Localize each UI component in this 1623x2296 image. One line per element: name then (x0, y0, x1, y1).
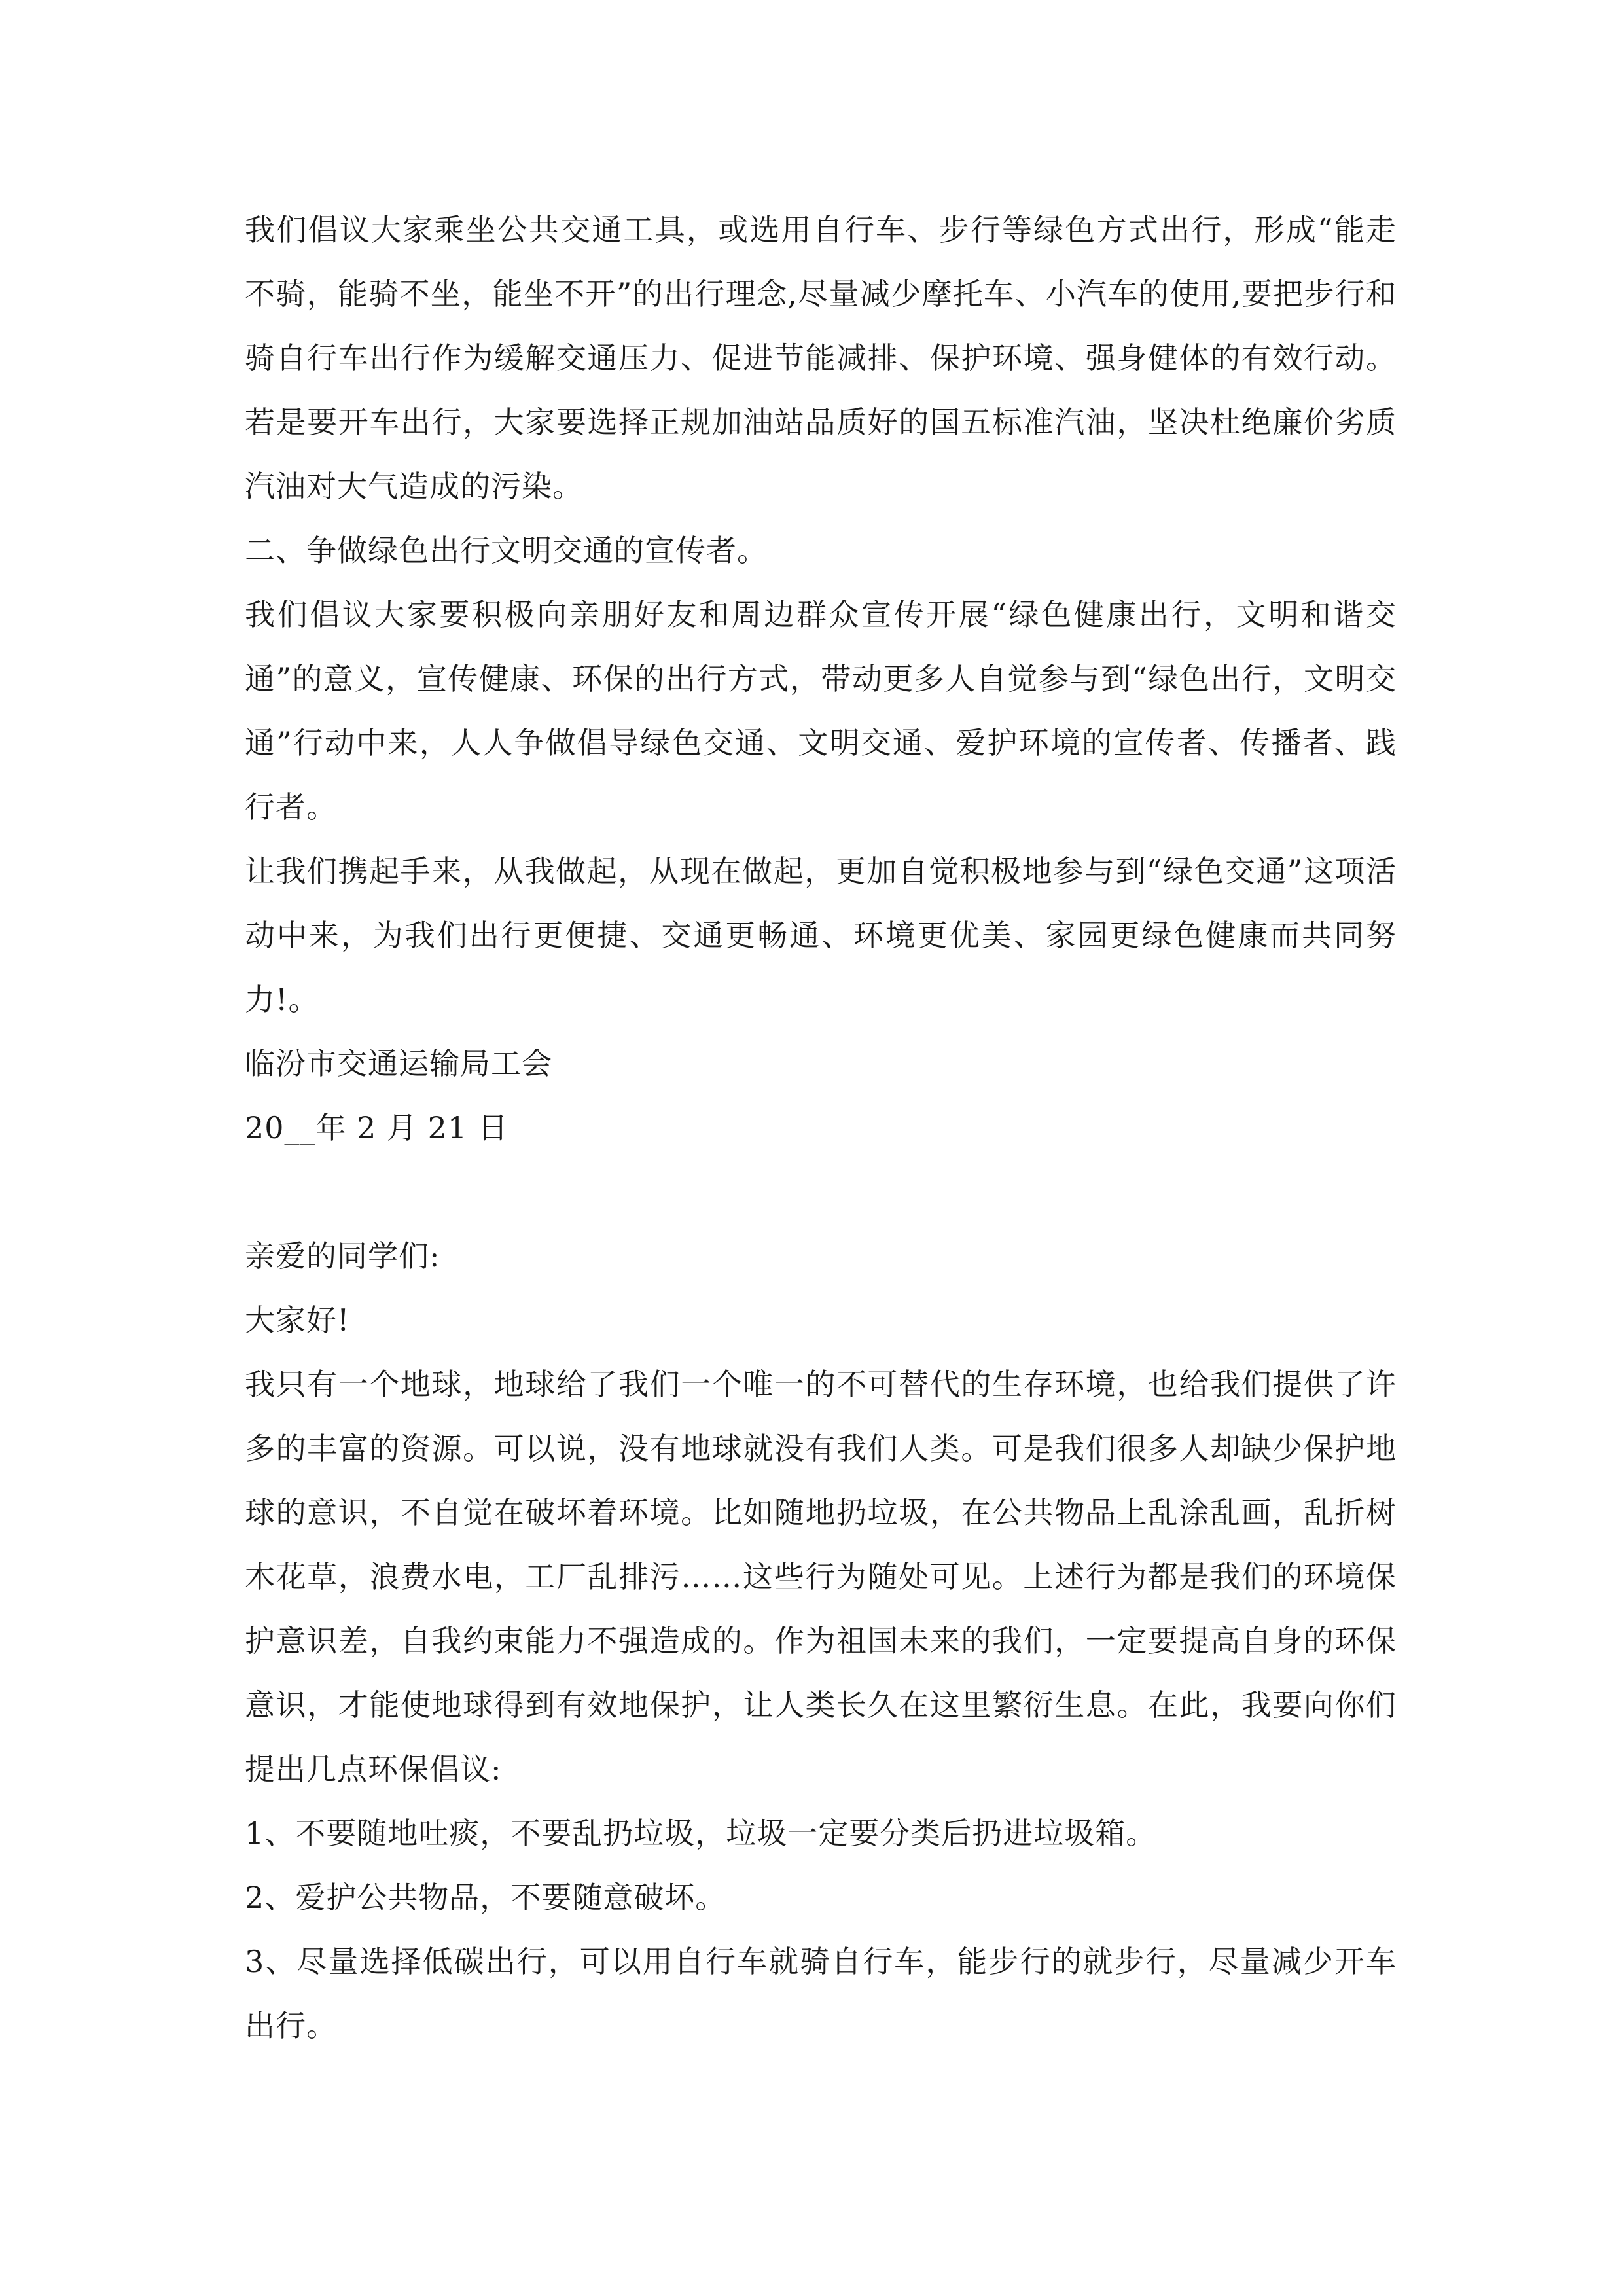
greeting: 大家好! (245, 1302, 350, 1338)
list-item-1: 1、不要随地吐痰，不要乱扔垃圾，垃圾一定要分类后扔进垃圾箱。 (245, 1816, 1157, 1851)
document-body (245, 198, 1397, 2058)
paragraph-call-to-action: 让我们携起手来，从我做起，从现在做起，更加自觉积极地参与到“绿色交通”这项活动中来，为我们出行更便捷、交通更畅通、环境更优美、家园更绿色健康而共同努力!。 (245, 853, 1397, 1017)
paragraph-publicity: 我们倡议大家要积极向亲朋好友和周边群众宣传开展“绿色健康出行，文明和谐交通”的意义，宣传健康、环保的出行方式，带动更多人自觉参与到“绿色出行，文明交通”行动中来，人人争做倡导绿色交通、文明交通、爱护环境的宣传者、传播者、践行者。 (245, 597, 1397, 825)
paragraph-green-travel: 我们倡议大家乘坐公共交通工具，或选用自行车、步行等绿色方式出行，形成“能走不骑，能骑不坐，能坐不开”的出行理念,尽量减少摩托车、小汽车的使用,要把步行和骑自行车出行作为缓解交通压力、促进节能减排、保护环境、强身健体的有效行动。若是要开车出行，大家要选择正规加油站品质好的国五标准汽油，坚决杜绝廉价劣质汽油对大气造成的污染。 (245, 212, 1397, 504)
list-item-2: 2、爱护公共物品，不要随意破坏。 (245, 1880, 726, 1915)
salutation: 亲爱的同学们: (245, 1238, 440, 1274)
list-item-3: 3、尽量选择低碳出行，可以用自行车就骑自行车，能步行的就步行，尽量减少开车出行。 (245, 1944, 1397, 2043)
signature-date: 20__年 2 月 21 日 (245, 1110, 508, 1145)
paragraph-environment: 我只有一个地球，地球给了我们一个唯一的不可替代的生存环境，也给我们提供了许多的丰富的资源。可以说，没有地球就没有我们人类。可是我们很多人却缺少保护地球的意识，不自觉在破坏着环境。比如随地扔垃圾，在公共物品上乱涂乱画，乱折树木花草，浪费水电，工厂乱排污……这些行为随处可见。上述行为都是我们的环境保护意识差，自我约束能力不强造成的。作为祖国未来的我们，一定要提高自身的环保意识，才能使地球得到有效地保护，让人类长久在这里繁衍生息。在此，我要向你们提出几点环保倡议: (245, 1367, 1397, 1787)
section-heading-2: 二、争做绿色出行文明交通的宣传者。 (245, 533, 768, 568)
section-spacer (245, 1160, 1397, 1224)
signature-organization: 临汾市交通运输局工会 (245, 1046, 552, 1081)
